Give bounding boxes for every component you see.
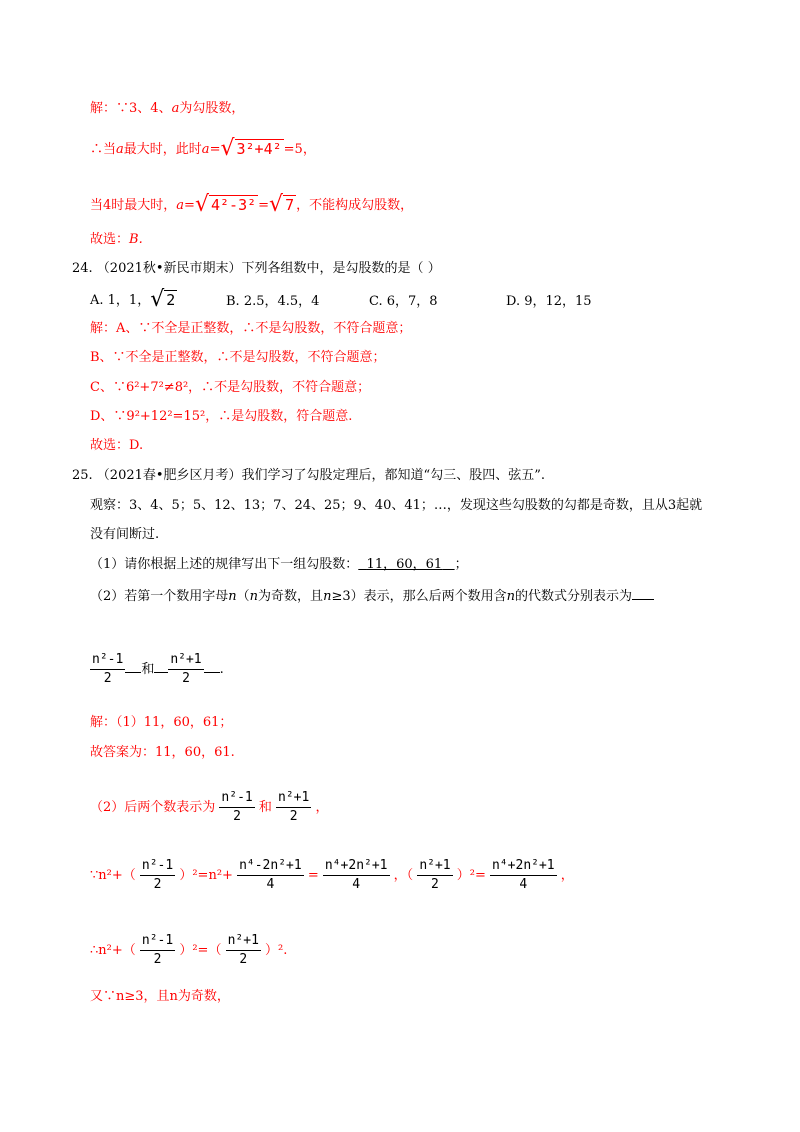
numerator: n²-1 — [219, 790, 254, 808]
text: 和 — [141, 662, 155, 677]
denominator: 2 — [153, 952, 162, 967]
text: ， — [315, 800, 329, 815]
text: ，不能构成勾股数， — [296, 198, 414, 213]
fraction — [140, 858, 175, 893]
q25-solution-line-4 — [90, 858, 574, 893]
denominator: 2 — [103, 671, 112, 686]
text: （1）请你根据上述的规律写出下一组勾股数： — [90, 557, 359, 572]
text: 为勾股数， — [179, 101, 245, 116]
denominator: 2 — [239, 952, 248, 967]
radicand: 3²+4² — [236, 140, 282, 158]
denominator: 4 — [352, 877, 361, 892]
radicand: 2 — [166, 291, 176, 309]
q25-observation-line-1: 观察：3、4、5；5、12、13；7、24、25；9、40、41；…，发现这些勾股数的勾都是奇数，且从3起就 — [90, 498, 703, 513]
because-symbol: ∵ — [116, 101, 130, 116]
q25-solution-line-6: 又∵n≥3，且n为奇数， — [90, 989, 230, 1004]
numerator: n²+1 — [276, 790, 311, 808]
q23-solution-line-2 — [90, 136, 316, 161]
denominator: 2 — [182, 671, 190, 686]
text: 当4时最大时， — [90, 198, 177, 213]
q24-solution-line-1: 解：A、∵不全是正整数，∴不是勾股数，不符合题意； — [90, 321, 412, 336]
numerator: n²+1 — [417, 858, 452, 876]
text: 故选： — [90, 232, 130, 247]
text: ≥3）表示，那么后两个数用含 — [331, 589, 507, 604]
equals: = — [258, 198, 270, 213]
text: （ — [236, 589, 250, 604]
numerator: n⁴+2n²+1 — [490, 858, 557, 876]
text: ）²=n²+ — [179, 868, 233, 883]
text: ，（ — [393, 868, 414, 883]
q24-answer: 故选：D. — [90, 438, 144, 453]
numerator: n²-1 — [140, 858, 175, 876]
answer-blank — [358, 557, 454, 572]
q25-solution-line-3 — [90, 790, 329, 825]
fraction — [219, 790, 254, 825]
fraction — [90, 652, 125, 687]
fraction — [140, 933, 175, 968]
underline — [204, 660, 220, 673]
numerator: n⁴-2n²+1 — [237, 858, 304, 876]
q23-answer — [90, 232, 143, 248]
text: 为奇数，且 — [258, 589, 324, 604]
fraction — [417, 858, 452, 893]
sqrt-expression: √ 2 — [150, 287, 176, 312]
sqrt-expression: √ 7 — [269, 192, 295, 217]
q24-option-d: D. 9，12，15 — [506, 294, 592, 309]
answer-blank — [632, 587, 654, 600]
denominator: 2 — [289, 809, 298, 824]
text: . — [219, 662, 224, 677]
q25-part-2 — [90, 587, 654, 605]
text: ）²=（ — [179, 943, 222, 958]
fraction — [226, 933, 261, 968]
q24-solution-line-2: B、∵不全是正整数，∴不是勾股数，不符合题意； — [90, 350, 386, 365]
text: 最大时，此时 — [123, 142, 202, 157]
sqrt-expression: √ 3²+4² — [220, 136, 282, 161]
radicand: 7 — [285, 196, 295, 214]
numerator: n²+1 — [226, 933, 261, 951]
text: ∵n²+（ — [90, 868, 136, 883]
equals: = — [209, 142, 221, 157]
answer-value: B. — [129, 232, 143, 247]
q25-stem: 25. （2021春•肥乡区月考）我们学习了勾股定理后，都知道“勾三、股四、弦五”. — [72, 468, 545, 483]
variable: n — [506, 589, 515, 604]
q25-part-1 — [90, 557, 468, 573]
q24-option-b: B. 2.5，4.5，4 — [226, 294, 320, 309]
text: 的代数式分别表示为 — [514, 589, 632, 604]
text: 和 — [258, 800, 272, 815]
radicand: 4²-3² — [210, 196, 257, 214]
solution-label: 解： — [90, 101, 117, 116]
fraction — [237, 858, 304, 893]
numerator: n²-1 — [140, 933, 175, 951]
text: （2）若第一个数用字母 — [90, 589, 229, 604]
q24-stem: 24. （2021秋•新民市期末）下列各组数中，是勾股数的是（ ） — [72, 261, 441, 276]
text: ∴当 — [90, 142, 117, 157]
text: ）²= — [456, 868, 486, 883]
q25-observation-line-2: 没有间断过. — [90, 527, 160, 542]
variable: a — [171, 101, 180, 116]
variable: n — [249, 589, 259, 604]
q25-solution-line-1: 解：（1）11，60，61； — [90, 715, 233, 730]
q23-solution-line-3 — [90, 192, 414, 217]
q23-solution-line-1 — [90, 101, 244, 117]
fraction — [276, 790, 311, 825]
q24-option-c: C. 6，7，8 — [369, 294, 438, 309]
variable: n — [228, 589, 237, 604]
answer-value: 11，60，61 — [366, 557, 443, 572]
equals: = — [307, 868, 319, 883]
text: ∴n²+（ — [90, 943, 136, 958]
denominator: 4 — [519, 877, 528, 892]
sqrt-expression: √ 4²-3² — [194, 192, 257, 217]
variable: n — [323, 589, 332, 604]
equals: = — [184, 198, 195, 213]
denominator: 2 — [153, 877, 162, 892]
numerator: n⁴+2n²+1 — [323, 858, 390, 876]
text: ）². — [265, 943, 288, 958]
denominator: 4 — [266, 877, 275, 892]
denominator: 2 — [431, 877, 439, 892]
variable: a — [176, 198, 185, 213]
text: ， — [560, 868, 574, 883]
result: =5， — [283, 142, 316, 157]
q24-solution-line-4: D、∵9²+12²=15²，∴是勾股数，符合题意. — [90, 409, 353, 424]
q25-solution-line-2: 故答案为：11，60，61. — [90, 745, 235, 760]
numerator: n²-1 — [90, 652, 125, 670]
q25-part-2-answer — [90, 652, 224, 687]
text: ； — [454, 557, 468, 572]
text: （2）后两个数表示为 — [90, 800, 216, 815]
variable: a — [116, 142, 124, 157]
text: 3、4、 — [129, 101, 172, 116]
text: A. 1，1， — [90, 293, 151, 308]
q24-solution-line-3: C、∵6²+7²≠8²，∴不是勾股数，不符合题意； — [90, 380, 371, 395]
denominator: 2 — [233, 809, 241, 824]
numerator: n²+1 — [168, 652, 203, 670]
fraction — [490, 858, 557, 893]
q24-option-a — [90, 287, 177, 312]
variable: a — [201, 142, 210, 157]
underline — [125, 660, 141, 673]
q25-solution-line-5 — [90, 933, 287, 968]
fraction — [323, 858, 390, 893]
fraction — [168, 652, 203, 687]
underline — [154, 660, 168, 673]
